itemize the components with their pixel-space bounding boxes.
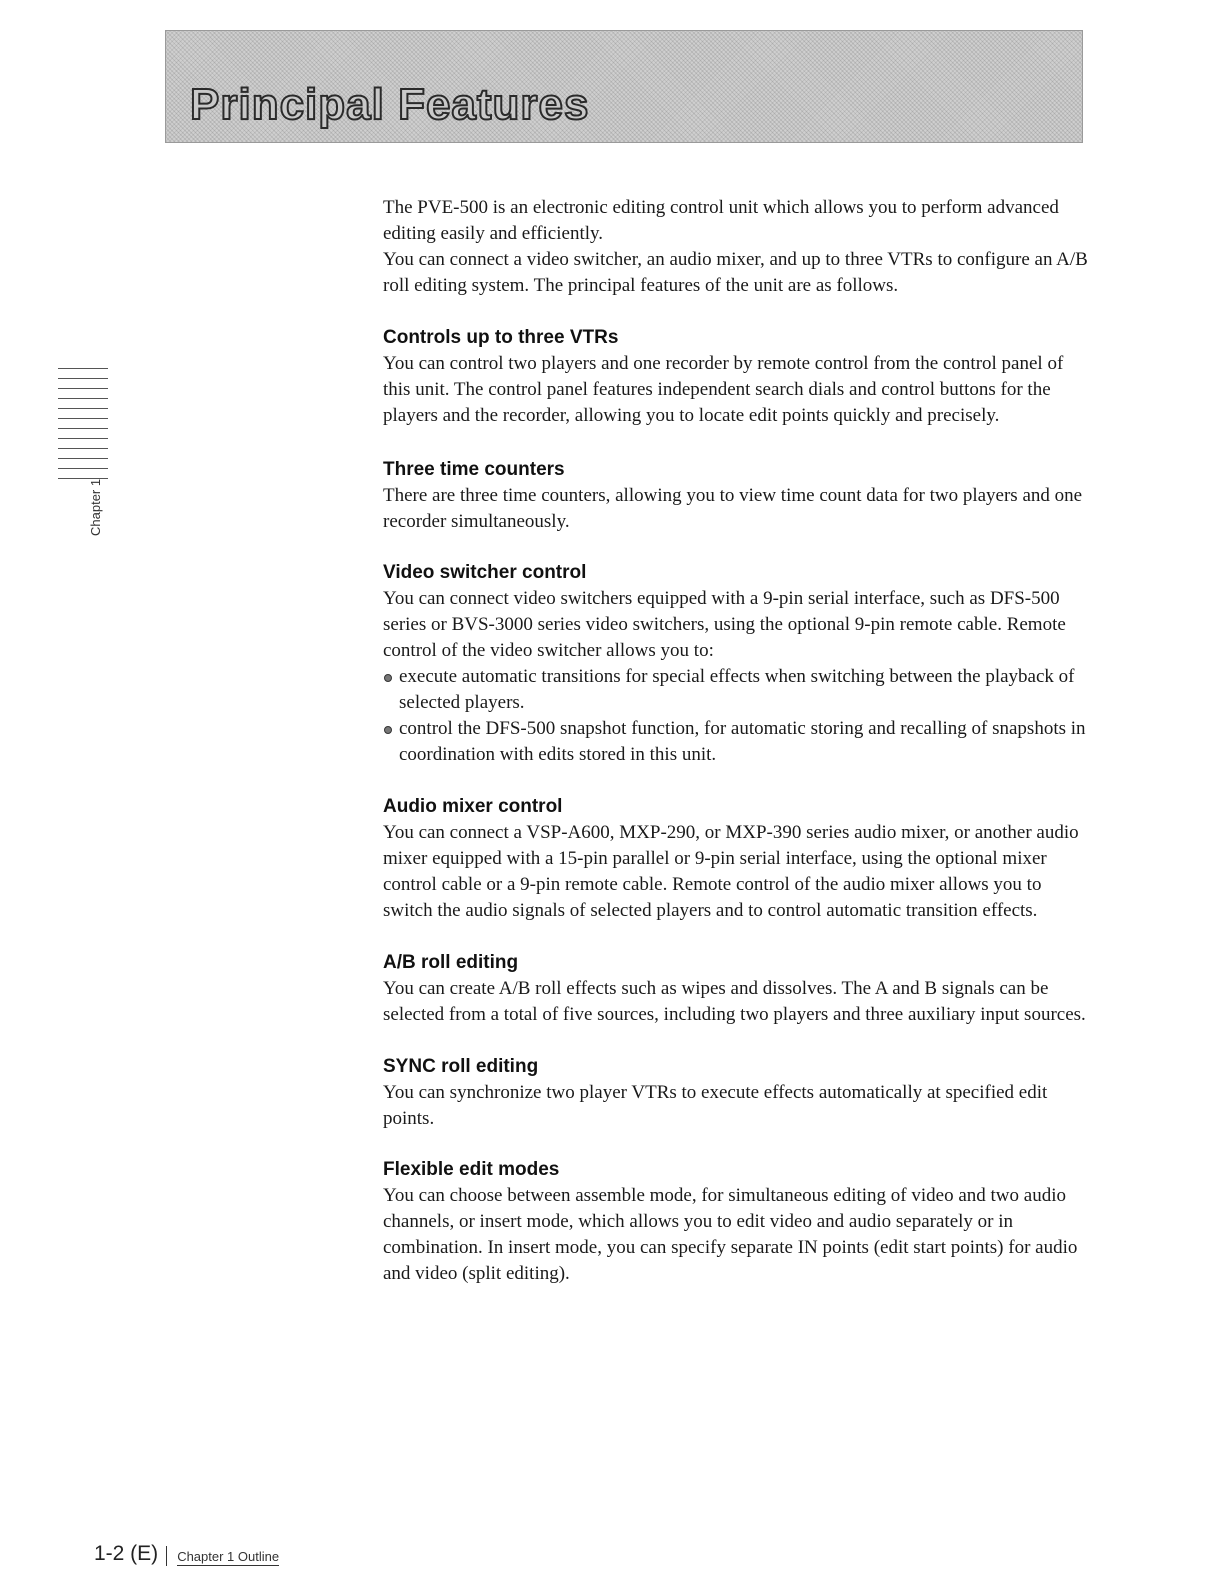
section-heading: Flexible edit modes xyxy=(383,1159,560,1180)
chapter-side-label: Chapter 1 xyxy=(88,478,103,536)
section-body: You can control two players and one recorder by remote control from the control panel of this unit. The control panel features independent search dials and control buttons for the players and the recorder, allowing you to locate edit points quickly and precisely. xyxy=(383,353,1064,426)
section-body: You can connect a VSP-A600, MXP-290, or MXP-390 series audio mixer, or another audio mixer equipped with a 15-pin parallel or 9-pin serial interface, using the optional mixer control cable or a 9-pin remote cable. Remote control of the audio mixer allows you to switch the audio signals of selected players and to control automatic transition effects. xyxy=(383,822,1079,921)
tab-rule xyxy=(58,368,108,369)
page-number: 1-2 (E) xyxy=(94,1542,159,1565)
section-body: You can choose between assemble mode, for simultaneous editing of video and two audio channels, or insert mode, which allows you to edit video and audio separately or in combination. In insert mode, you can specify separate IN points (edit start points) for audio and video (split editing). xyxy=(383,1185,1078,1284)
section-heading: Controls up to three VTRs xyxy=(383,327,619,348)
tab-rule xyxy=(58,438,108,439)
section-body: You can synchronize two player VTRs to execute effects automatically at specified edit points. xyxy=(383,1082,1048,1129)
bullet-text: control the DFS-500 snapshot function, for automatic storing and recalling of snapshots in coordination with edits stored in this unit. xyxy=(399,718,1086,765)
section-heading: Three time counters xyxy=(383,459,565,480)
tab-rule xyxy=(58,398,108,399)
bullet-list xyxy=(383,664,1088,768)
bullet-item xyxy=(383,664,1088,716)
tab-rule xyxy=(58,448,108,449)
intro xyxy=(383,195,1088,299)
tab-rule xyxy=(58,378,108,379)
section-edit-modes xyxy=(383,1157,1088,1287)
title-banner xyxy=(165,30,1083,143)
bullet-item xyxy=(383,716,1088,768)
section-heading: SYNC roll editing xyxy=(383,1056,539,1077)
section-heading: Audio mixer control xyxy=(383,796,563,817)
bullet-dot-icon xyxy=(384,674,392,682)
bullet-text: execute automatic transitions for special effects when switching between the playback of selected players. xyxy=(399,666,1075,713)
footer-chapter-title: Chapter 1 Outline xyxy=(177,1549,280,1564)
main-content xyxy=(383,195,1088,1287)
section-heading: A/B roll editing xyxy=(383,952,519,973)
footer-divider xyxy=(166,1546,167,1566)
section-controls-vtrs xyxy=(383,325,1088,429)
page-title: Principal Features xyxy=(190,80,590,129)
intro-paragraph: The PVE-500 is an electronic editing control unit which allows you to perform advanced editing easily and efficiently. xyxy=(383,197,1059,244)
tab-rule xyxy=(58,388,108,389)
bullet-dot-icon xyxy=(384,726,392,734)
tab-rule xyxy=(58,408,108,409)
tab-rule xyxy=(58,458,108,459)
tab-rule xyxy=(58,468,108,469)
section-video-switcher xyxy=(383,560,1088,768)
section-ab-roll xyxy=(383,950,1088,1028)
section-body: You can connect video switchers equipped with a 9-pin serial interface, such as DFS-500 series or BVS-3000 series video switchers, using the optional 9-pin remote cable. Remote control of the video switcher allows you to: xyxy=(383,588,1066,661)
intro-paragraph: You can connect a video switcher, an audio mixer, and up to three VTRs to configure an A/B roll editing system. The principal features of the unit are as follows. xyxy=(383,249,1088,296)
section-body: There are three time counters, allowing you to view time count data for two players and one recorder simultaneously. xyxy=(383,485,1083,532)
page-footer xyxy=(94,1542,279,1566)
tab-rule xyxy=(58,418,108,419)
section-sync-roll xyxy=(383,1054,1088,1132)
section-audio-mixer xyxy=(383,794,1088,924)
section-heading: Video switcher control xyxy=(383,562,587,583)
section-body: You can create A/B roll effects such as wipes and dissolves. The A and B signals can be selected from a total of five sources, including two players and three auxiliary input sources. xyxy=(383,978,1086,1025)
section-time-counters xyxy=(383,457,1088,535)
tab-rule xyxy=(58,428,108,429)
